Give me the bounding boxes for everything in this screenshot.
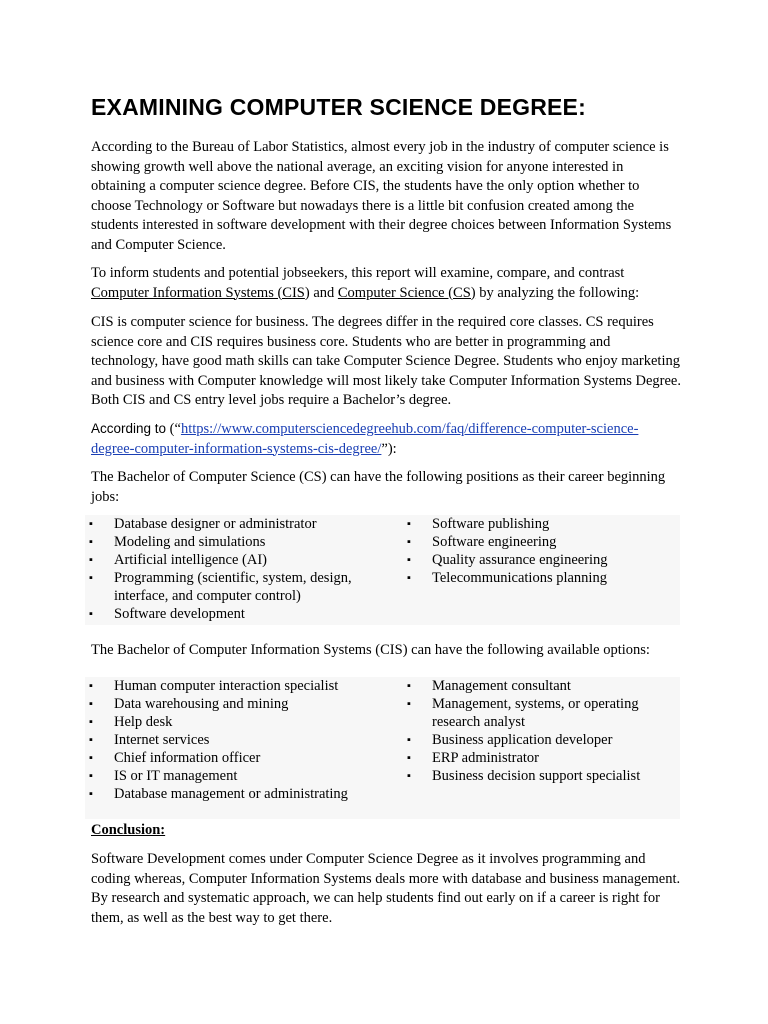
bullet-icon: ▪ xyxy=(407,518,411,530)
cis-intro-paragraph: The Bachelor of Computer Information Systems (CIS) can have the following available options: xyxy=(91,642,650,658)
list-item-text: Modeling and simulations xyxy=(114,534,266,550)
intro-paragraph: According to the Bureau of Labor Statistics, almost every job in the industry of computer science is showing growth well above the national average, an exciting vision for anyone interested in obtaining a computer science degree. Before CIS, the students have the only option whether to choose Technology or Software but nowadays there is a little bit confusion created among the students interested in software development with their degree choices between Information Systems and Computer Science. xyxy=(91,139,672,253)
list-item xyxy=(85,695,385,713)
list-item xyxy=(403,569,673,587)
list-item xyxy=(403,515,673,533)
bullet-icon: ▪ xyxy=(89,608,93,620)
bullet-icon: ▪ xyxy=(407,698,411,710)
cis-list-right-column xyxy=(403,677,673,785)
bullet-icon: ▪ xyxy=(407,680,411,692)
cis-options-lists xyxy=(85,677,680,819)
conclusion-paragraph: Software Development comes under Computer Science Degree as it involves programming and coding whereas, Computer Information Systems deals more with database and business management. By research and systematic approach, we can help students find out early on if a career is right for them, as well as the best way to get there. xyxy=(91,851,681,926)
source-label: According to xyxy=(91,421,167,436)
list-item-text: Programming (scientific, system, design, interface, and computer control) xyxy=(114,570,352,604)
inform-post: by analyzing the following: xyxy=(475,284,640,301)
cis-list-left-column xyxy=(85,677,385,803)
list-item xyxy=(403,677,673,695)
list-item xyxy=(403,551,673,569)
source-url-link[interactable]: https://www.computersciencedegreehub.com/faq/difference-computer-science-degree-computer-information-systems-cis-degree/ xyxy=(91,421,639,457)
list-item-text: Software engineering xyxy=(432,534,557,550)
list-item-text: Data warehousing and mining xyxy=(114,696,289,712)
source-close: ”): xyxy=(381,440,397,457)
list-item-text: Database management or administrating xyxy=(114,786,348,802)
bullet-icon: ▪ xyxy=(89,788,93,800)
bullet-icon: ▪ xyxy=(89,734,93,746)
list-item xyxy=(85,731,385,749)
bullet-icon: ▪ xyxy=(407,572,411,584)
cs-list-right xyxy=(403,515,673,587)
bullet-icon: ▪ xyxy=(89,572,93,584)
cs-link[interactable]: Computer Science (CS) xyxy=(337,284,476,301)
list-item-text: Business application developer xyxy=(432,732,613,748)
list-item xyxy=(85,533,385,551)
list-item xyxy=(85,785,385,803)
bullet-icon: ▪ xyxy=(407,770,411,782)
source-open: (“ xyxy=(166,421,181,437)
list-item xyxy=(85,677,385,695)
inform-mid: ) and xyxy=(304,284,338,301)
list-item xyxy=(403,533,673,551)
list-item-text: Management, systems, or operating research analyst xyxy=(432,696,639,730)
list-item-text: Human computer interaction specialist xyxy=(114,678,339,694)
list-item-text: Telecommunications planning xyxy=(432,570,607,586)
list-item-text: Help desk xyxy=(114,714,173,730)
bullet-icon: ▪ xyxy=(407,752,411,764)
list-item xyxy=(403,749,673,767)
cs-positions-lists xyxy=(85,515,680,625)
list-item-text: IS or IT management xyxy=(114,768,238,784)
bullet-icon: ▪ xyxy=(89,752,93,764)
list-item-text: Software publishing xyxy=(432,516,550,532)
source-paragraph xyxy=(91,419,681,459)
list-item-text: Artificial intelligence (AI) xyxy=(114,552,267,568)
cis-paragraph: CIS is computer science for business. The degrees differ in the required core classes. CS requires science core and CIS requires business core. Students who are better in programming and technology, have good math skills can take Computer Science Degree. Students who enjoy marketing and business with Computer knowledge will most likely take Computer Information Systems Degree. Both CIS and CS entry level jobs require a Bachelor’s degree. xyxy=(91,314,681,408)
inform-paragraph xyxy=(91,264,681,303)
list-item xyxy=(403,731,673,749)
bullet-icon: ▪ xyxy=(89,680,93,692)
list-item-text: Internet services xyxy=(114,732,210,748)
list-item xyxy=(403,767,673,785)
cs-list-left xyxy=(85,515,385,623)
list-item xyxy=(85,749,385,767)
list-item-text: Chief information officer xyxy=(114,750,261,766)
list-item-text: Database designer or administrator xyxy=(114,516,317,532)
list-item-text: Management consultant xyxy=(432,678,571,694)
bullet-icon: ▪ xyxy=(89,518,93,530)
list-item-text: Quality assurance engineering xyxy=(432,552,608,568)
bullet-icon: ▪ xyxy=(89,698,93,710)
conclusion-heading: Conclusion: xyxy=(91,822,166,838)
bullet-icon: ▪ xyxy=(407,536,411,548)
list-item xyxy=(85,551,385,569)
cs-intro-paragraph: The Bachelor of Computer Science (CS) can have the following positions as their career beginning jobs: xyxy=(91,469,666,505)
cis-list-right xyxy=(403,677,673,785)
bullet-icon: ▪ xyxy=(89,716,93,728)
inform-pre: To inform students and potential jobseekers, this report will examine, compare, and contrast xyxy=(91,265,625,281)
list-item xyxy=(85,713,385,731)
cis-list-left xyxy=(85,677,385,803)
bullet-icon: ▪ xyxy=(407,734,411,746)
page-title: EXAMINING COMPUTER SCIENCE DEGREE: xyxy=(91,94,586,120)
bullet-icon: ▪ xyxy=(89,554,93,566)
bullet-icon: ▪ xyxy=(407,554,411,566)
list-item xyxy=(85,767,385,785)
list-item-text: Software development xyxy=(114,606,245,622)
list-item xyxy=(403,695,673,731)
cis-link[interactable]: Computer Information Systems (CIS xyxy=(91,284,305,301)
bullet-icon: ▪ xyxy=(89,770,93,782)
list-item-text: ERP administrator xyxy=(432,750,539,766)
bullet-icon: ▪ xyxy=(89,536,93,548)
list-item-text: Business decision support specialist xyxy=(432,768,641,784)
list-item xyxy=(85,605,385,623)
list-item xyxy=(85,569,385,605)
cs-list-right-column xyxy=(403,515,673,587)
cs-list-left-column xyxy=(85,515,385,623)
list-item xyxy=(85,515,385,533)
